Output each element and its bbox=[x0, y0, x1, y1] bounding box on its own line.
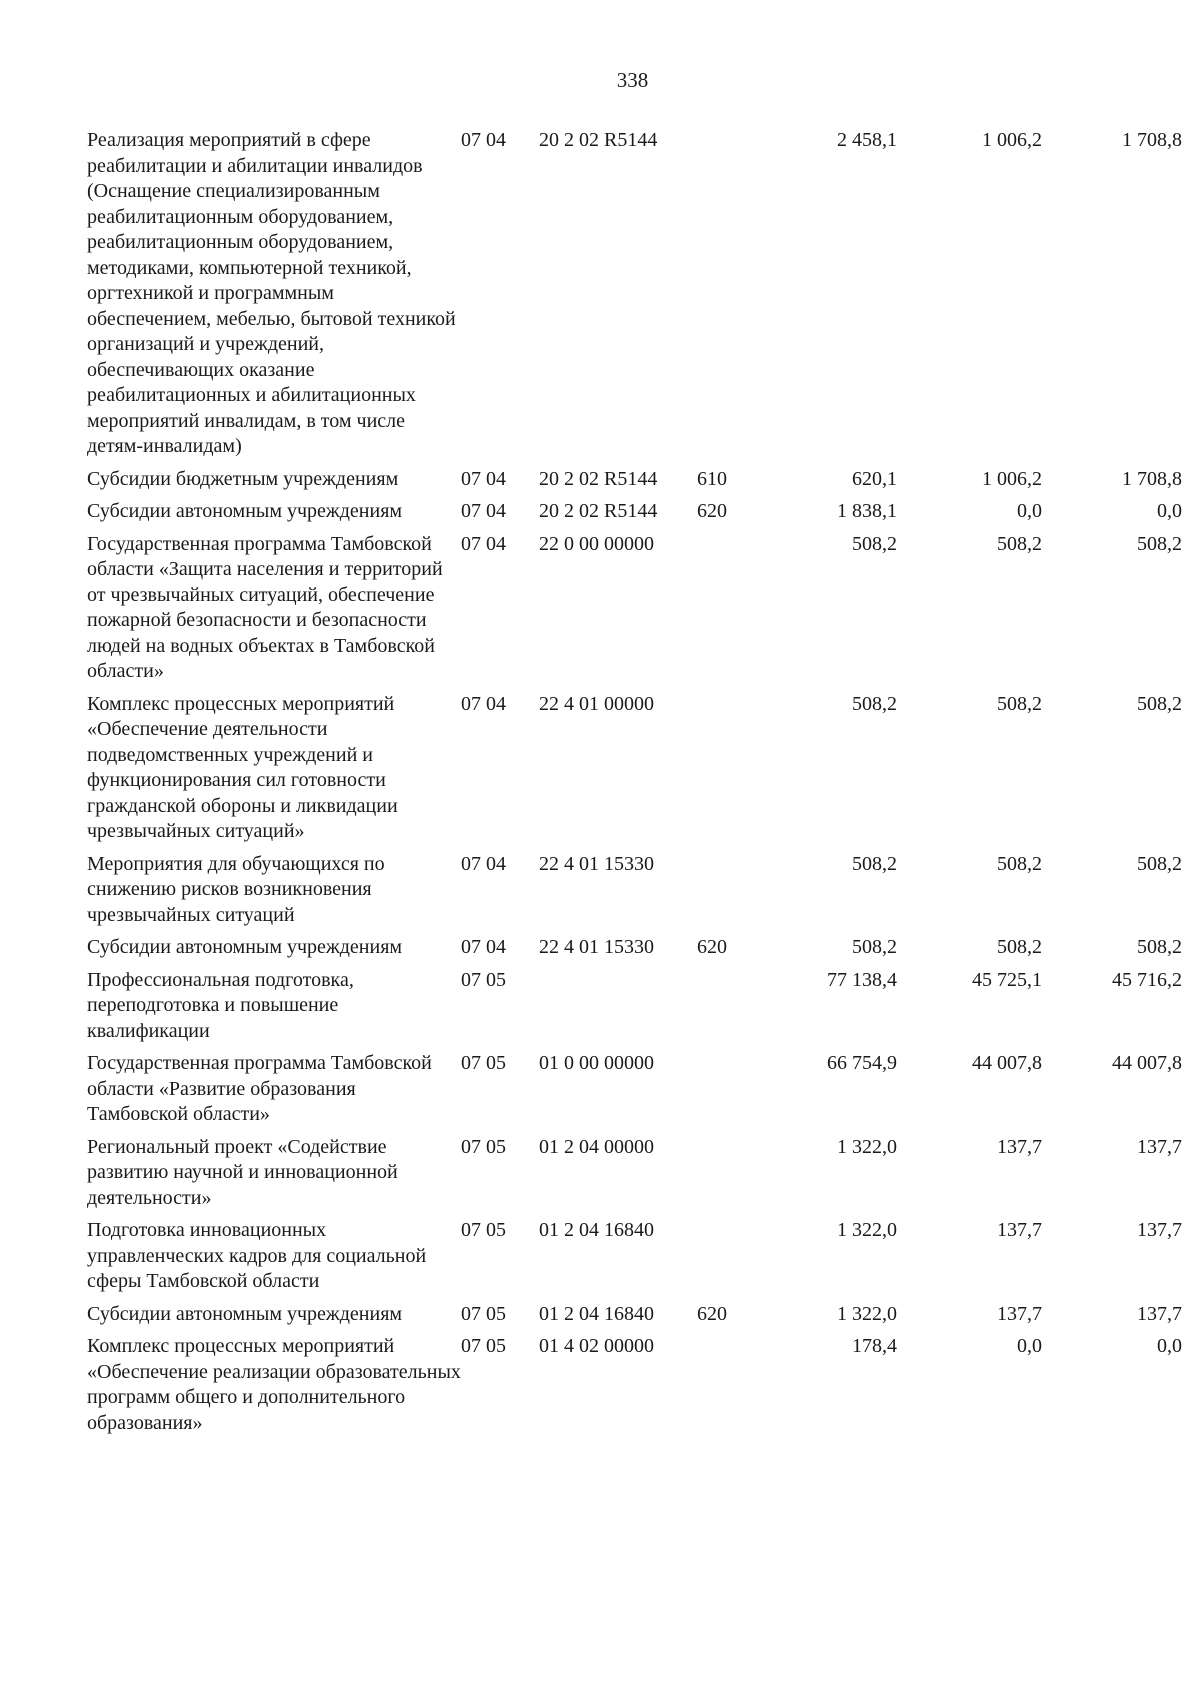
row-section: 07 04 bbox=[461, 692, 506, 715]
row-year3: 137,7 bbox=[1137, 1135, 1182, 1158]
row-expense-type: 620 bbox=[697, 1302, 727, 1325]
row-year1: 2 458,1 bbox=[837, 129, 897, 151]
row-section: 07 04 bbox=[461, 936, 506, 958]
row-year3: 508,2 bbox=[1137, 852, 1182, 875]
row-expense-type bbox=[697, 1135, 747, 1219]
row-year2: 137,7 bbox=[997, 1135, 1042, 1158]
row-target-code: 01 2 04 16840 bbox=[539, 1302, 654, 1325]
row-year2: 508,2 bbox=[997, 852, 1042, 875]
row-target-code: 22 4 01 15330 bbox=[539, 852, 654, 875]
table-row bbox=[87, 1334, 1182, 1443]
row-name: Профессиональная подготовка, переподготовка и повышение квалификации bbox=[87, 968, 354, 1042]
row-target-code: 20 2 02 R5144 bbox=[539, 467, 658, 490]
row-section: 07 05 bbox=[461, 968, 506, 991]
table-row bbox=[87, 1051, 1182, 1135]
row-year3: 0,0 bbox=[1157, 500, 1182, 522]
row-target-code: 22 4 01 00000 bbox=[539, 692, 654, 715]
row-name: Региональный проект «Содействие развитию научной и инновационной деятельности» bbox=[87, 1135, 398, 1209]
page-number: 338 bbox=[616, 68, 649, 92]
row-year3: 508,2 bbox=[1137, 532, 1182, 555]
row-year2: 137,7 bbox=[997, 1302, 1042, 1325]
row-year2: 508,2 bbox=[997, 936, 1042, 958]
row-year1: 1 322,0 bbox=[837, 1219, 897, 1241]
row-year3: 45 716,2 bbox=[1112, 968, 1182, 991]
row-expense-type: 620 bbox=[697, 936, 727, 958]
row-year2: 1 006,2 bbox=[982, 467, 1042, 490]
row-year2: 44 007,8 bbox=[972, 1052, 1042, 1074]
row-section: 07 04 bbox=[461, 852, 506, 875]
row-expense-type bbox=[697, 532, 747, 692]
row-target-code: 01 0 00 00000 bbox=[539, 1052, 654, 1074]
row-name: Государственная программа Тамбовской области «Защита населения и территорий от чрезвычайных ситуаций, обеспечение пожарной безопасности и безопасности людей на водных объектах в Тамбовской области» bbox=[87, 532, 443, 682]
row-name: Субсидии автономным учреждениям bbox=[87, 1302, 403, 1325]
row-target-code bbox=[539, 968, 697, 1052]
row-year1: 508,2 bbox=[852, 936, 897, 958]
row-year2: 45 725,1 bbox=[972, 968, 1042, 991]
row-year1: 1 838,1 bbox=[837, 500, 897, 522]
row-section: 07 05 bbox=[461, 1052, 506, 1074]
table-row bbox=[87, 1135, 1182, 1219]
row-section: 07 04 bbox=[461, 500, 506, 522]
row-year3: 137,7 bbox=[1137, 1302, 1182, 1325]
row-name: Субсидии автономным учреждениям bbox=[87, 936, 403, 958]
budget-table bbox=[87, 128, 1182, 1443]
row-section: 07 05 bbox=[461, 1135, 506, 1158]
row-expense-type bbox=[697, 1218, 747, 1302]
row-year2: 508,2 bbox=[997, 692, 1042, 715]
table-row bbox=[87, 128, 1182, 467]
row-year2: 137,7 bbox=[997, 1219, 1042, 1241]
row-expense-type bbox=[697, 692, 747, 852]
table-row bbox=[87, 852, 1182, 936]
row-section: 07 05 bbox=[461, 1335, 506, 1357]
row-year1: 620,1 bbox=[852, 467, 897, 490]
row-year3: 44 007,8 bbox=[1112, 1052, 1182, 1074]
row-year3: 1 708,8 bbox=[1122, 129, 1182, 151]
row-year3: 508,2 bbox=[1137, 936, 1182, 958]
row-section: 07 05 bbox=[461, 1302, 506, 1325]
row-year2: 1 006,2 bbox=[982, 129, 1042, 151]
row-target-code: 22 0 00 00000 bbox=[539, 532, 654, 555]
table-row bbox=[87, 1302, 1182, 1335]
row-expense-type bbox=[697, 968, 747, 1052]
row-name: Государственная программа Тамбовской области «Развитие образования Тамбовской области» bbox=[87, 1052, 432, 1125]
row-year1: 77 138,4 bbox=[827, 968, 897, 991]
table-row bbox=[87, 532, 1182, 692]
row-year3: 0,0 bbox=[1157, 1335, 1182, 1357]
table-row bbox=[87, 1218, 1182, 1302]
row-year1: 508,2 bbox=[852, 852, 897, 875]
row-target-code: 20 2 02 R5144 bbox=[539, 500, 658, 522]
table-row bbox=[87, 692, 1182, 852]
row-name: Субсидии бюджетным учреждениям bbox=[87, 467, 399, 490]
row-section: 07 05 bbox=[461, 1219, 506, 1241]
row-expense-type: 610 bbox=[697, 467, 727, 490]
row-year2: 0,0 bbox=[1017, 1335, 1042, 1357]
row-year1: 1 322,0 bbox=[837, 1302, 897, 1325]
table-row bbox=[87, 499, 1182, 532]
row-name: Подготовка инновационных управленческих кадров для социальной сферы Тамбовской области bbox=[87, 1219, 427, 1292]
row-year2: 508,2 bbox=[997, 532, 1042, 555]
table-row bbox=[87, 968, 1182, 1052]
row-year3: 508,2 bbox=[1137, 692, 1182, 715]
row-expense-type bbox=[697, 1051, 747, 1135]
row-expense-type bbox=[697, 852, 747, 936]
row-expense-type bbox=[697, 1334, 747, 1443]
row-name: Мероприятия для обучающихся по снижению рисков возникновения чрезвычайных ситуаций bbox=[87, 852, 385, 926]
table-row bbox=[87, 467, 1182, 500]
row-section: 07 04 bbox=[461, 467, 506, 490]
row-year1: 508,2 bbox=[852, 532, 897, 555]
row-section: 07 04 bbox=[461, 532, 506, 555]
row-target-code: 01 2 04 00000 bbox=[539, 1135, 654, 1158]
row-target-code: 22 4 01 15330 bbox=[539, 936, 654, 958]
row-name: Субсидии автономным учреждениям bbox=[87, 500, 403, 522]
row-target-code: 01 4 02 00000 bbox=[539, 1335, 654, 1357]
row-year2: 0,0 bbox=[1017, 500, 1042, 522]
row-year1: 1 322,0 bbox=[837, 1135, 897, 1158]
row-section: 07 04 bbox=[461, 129, 506, 151]
table-row bbox=[87, 935, 1182, 968]
row-name: Реализация мероприятий в сфере реабилитации и абилитации инвалидов (Оснащение специализированным реабилитационным оборудованием, реабилитационным оборудованием, методиками, компьютерной техникой, оргтехникой и программным обеспечением, мебелью, бытовой техникой организаций и учреждений, обеспечивающих оказание реабилитационных и абилитационных мероприятий инвалидам, в том числе детям-инвалидам) bbox=[87, 129, 456, 457]
row-year3: 1 708,8 bbox=[1122, 467, 1182, 490]
row-name: Комплекс процессных мероприятий «Обеспечение деятельности подведомственных учреждений и функционирования сил готовности гражданской обороны и ликвидации чрезвычайных ситуаций» bbox=[87, 692, 398, 842]
row-expense-type bbox=[697, 128, 747, 467]
row-expense-type: 620 bbox=[697, 500, 727, 522]
row-target-code: 20 2 02 R5144 bbox=[539, 129, 658, 151]
row-target-code: 01 2 04 16840 bbox=[539, 1219, 654, 1241]
row-year1: 508,2 bbox=[852, 692, 897, 715]
row-name: Комплекс процессных мероприятий «Обеспечение реализации образовательных программ общего и дополнительного образования» bbox=[87, 1335, 461, 1434]
row-year1: 66 754,9 bbox=[827, 1052, 897, 1074]
row-year1: 178,4 bbox=[852, 1335, 897, 1357]
row-year3: 137,7 bbox=[1137, 1219, 1182, 1241]
